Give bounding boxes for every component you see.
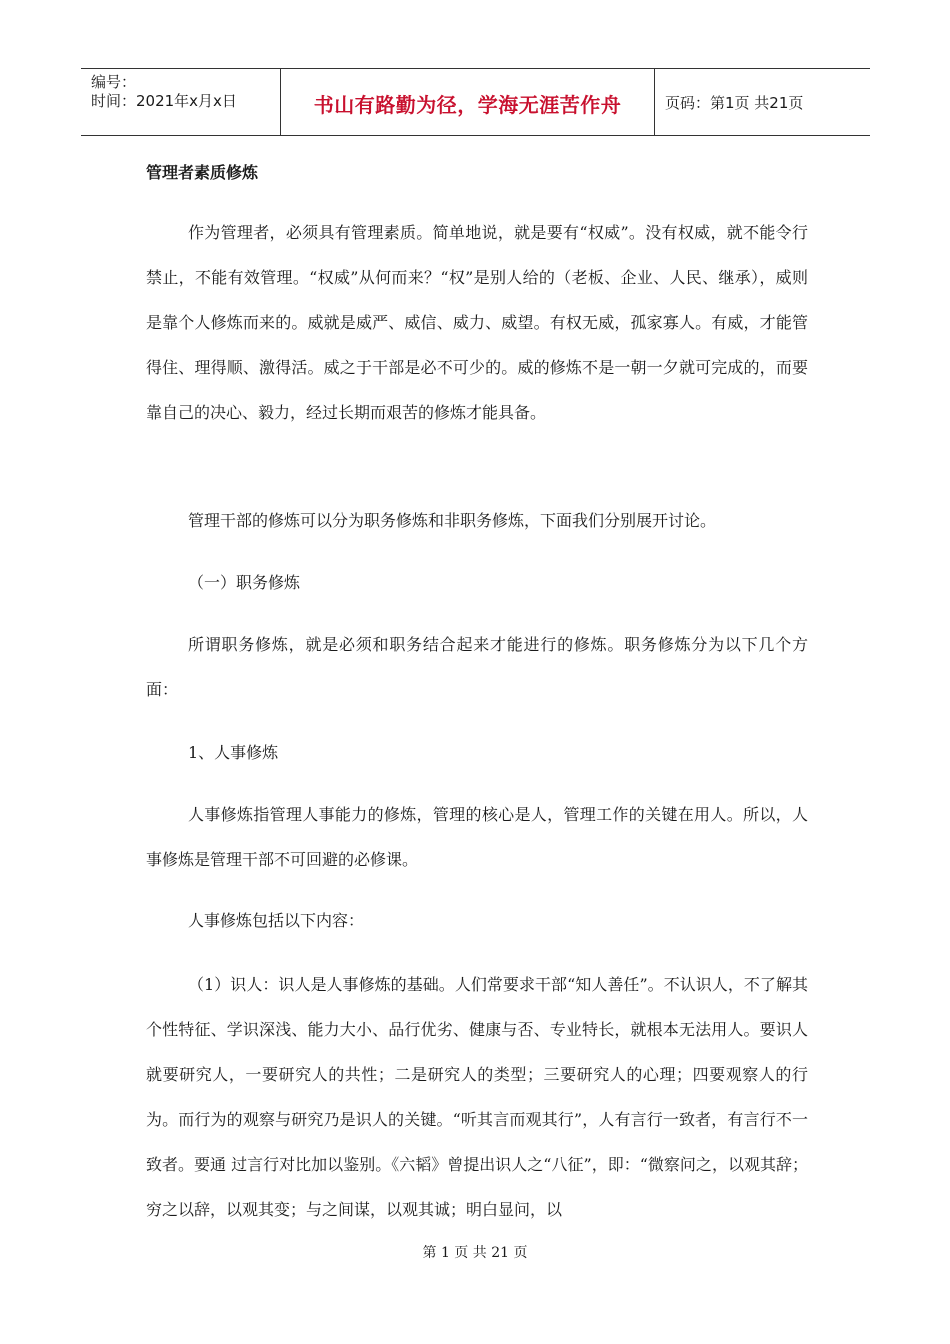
paragraph-overview: 管理干部的修炼可以分为职务修炼和非职务修炼，下面我们分别展开讨论。 bbox=[188, 511, 717, 530]
paragraph-knowing-people: （1）识人：识人是人事修炼的基础。人们常要求干部“知人善任”。不认识人，不了解其个性特征、学识深浅、能力大小、品行优劣、健康与否、专业特长，就根本无法用人。要识人就要研究人，一要研究人的共性；二是研究人的类型；三要研究人的心理；四要观察人的行为。而行为的观察与研究乃是识人的关键。“听其言而观其行”，人有言行一致者，有言行不一致者。要通 过言行对比加以鉴别。《六韬》曾提出识人之“八征”，即：“微察问之，以观其辞；穷之以辞，以观其变；与之间谋，以观其诚；明白显问，以 bbox=[146, 975, 808, 1219]
page-footer: 第 1 页 共 21 页 bbox=[422, 1245, 528, 1261]
page-header bbox=[81, 68, 870, 136]
document-number-label: 编号： bbox=[91, 73, 137, 91]
header-page-info: 页码：第1页 共21页 bbox=[665, 93, 804, 112]
subsection-heading-personnel: 1、人事修炼 bbox=[188, 743, 279, 762]
header-motto-cell bbox=[281, 69, 655, 135]
header-motto: 书山有路勤为径，学海无涯苦作舟 bbox=[313, 92, 622, 117]
document-date: 时间：2021年x月x日 bbox=[91, 92, 237, 110]
section-heading-job-cultivation: （一）职务修炼 bbox=[188, 573, 301, 592]
paragraph-intro: 作为管理者，必须具有管理素质。简单地说，就是要有“权威”。没有权威，就不能令行禁止，不能有效管理。“权威”从何而来？“权”是别人给的（老板、企业、人民、继承），威则是靠个人修炼而来的。威就是威严、威信、威力、威望。有权无威，孤家寡人。有威，才能管得住、理得顺、激得活。威之于干部是必不可少的。威的修炼不是一朝一夕就可完成的，而要靠自己的决心、毅力，经过长期而艰苦的修炼才能具备。 bbox=[146, 223, 808, 422]
header-meta bbox=[81, 69, 281, 135]
paragraph-job-cultivation: 所谓职务修炼，就是必须和职务结合起来才能进行的修炼。职务修炼分为以下几个方面： bbox=[146, 635, 808, 699]
document-title: 管理者素质修炼 bbox=[146, 163, 259, 182]
paragraph-personnel-contents: 人事修炼包括以下内容： bbox=[188, 911, 365, 930]
paragraph-personnel: 人事修炼指管理人事能力的修炼，管理的核心是人，管理工作的关键在用人。所以，人事修炼是管理干部不可回避的必修课。 bbox=[146, 805, 808, 869]
